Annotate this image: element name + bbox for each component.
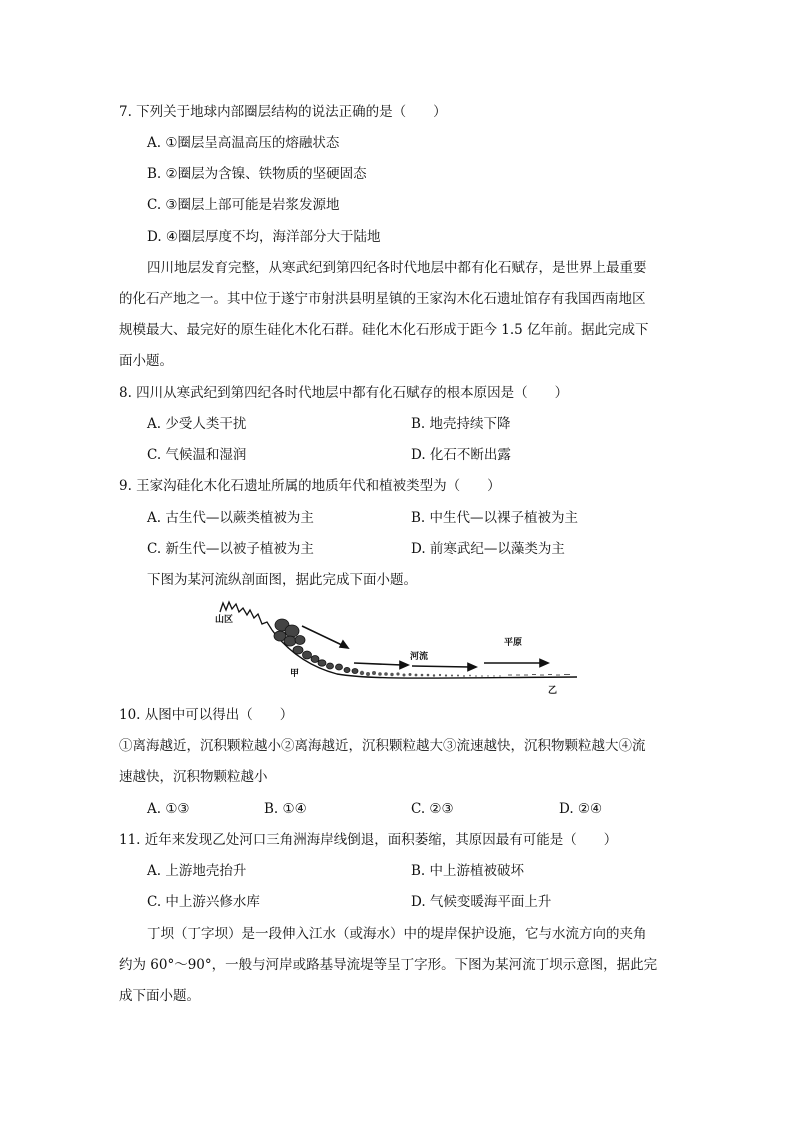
- label-mountain-area: 山区: [215, 615, 234, 625]
- question-11-option-b: B. 中上游植被破坏: [411, 863, 525, 879]
- question-9-option-c: C. 新生代—以被子植被为主: [147, 541, 314, 557]
- question-11-stem: 11. 近年来发现乙处河口三角洲海岸线倒退，面积萎缩，其原因最有可能是（ ）: [119, 832, 618, 848]
- question-8-stem: 8. 四川从寒武纪到第四纪各时代地层中都有化石赋存的根本原因是（ ）: [119, 385, 569, 401]
- question-10-option-a: A. ①③: [147, 801, 190, 817]
- question-10-stem: 10. 从图中可以得出（ ）: [119, 707, 294, 723]
- question-10-statement-line-1: ①离海越近，沉积颗粒越小②离海越近，沉积颗粒越大③流速越快，沉积物颗粒越大④流: [119, 738, 646, 754]
- label-plain: 平原: [504, 638, 523, 648]
- question-9-stem: 9. 王家沟硅化木化石遗址所属的地质年代和植被类型为（ ）: [119, 478, 501, 494]
- sediment-pebbles: [360, 671, 501, 677]
- question-11-option-a: A. 上游地壳抬升: [147, 863, 247, 879]
- question-7-stem: 7. 下列关于地球内部圈层结构的说法正确的是（ ）: [119, 104, 447, 120]
- question-7-option-c: C. ③圈层上部可能是岩浆发源地: [147, 197, 340, 213]
- question-9-option-a: A. 古生代—以蕨类植被为主: [147, 510, 314, 526]
- question-7-option-d: D. ④圈层厚度不均，海洋部分大于陆地: [147, 229, 381, 245]
- question-9-option-d: D. 前寒武纪—以藻类为主: [411, 541, 565, 557]
- river-profile-diagram: [212, 600, 584, 696]
- passage-1-line-3: 规模最大、最完好的原生硅化木化石群。硅化木化石形成于距今 1.5 亿年前。据此完成下: [119, 322, 649, 338]
- question-8-option-c: C. 气候温和湿润: [147, 447, 247, 463]
- label-jia: 甲: [290, 669, 300, 679]
- passage-1-line-2: 的化石产地之一。其中位于遂宁市射洪县明星镇的王家沟木化石遗址馆存有我国西南地区: [119, 291, 646, 307]
- question-8-option-b: B. 地壳持续下降: [411, 416, 511, 432]
- passage-3-line-3: 成下面小题。: [119, 988, 200, 1004]
- question-10-option-c: C. ②③: [411, 801, 454, 817]
- passage-3-line-1: 丁坝（丁字坝）是一段伸入江水（或海水）中的堤岸保护设施，它与水流方向的夹角: [147, 926, 647, 942]
- question-10-statement-line-2: 速越快，沉积物颗粒越小: [119, 769, 268, 785]
- passage-3-line-2: 约为 60°～90°，一般与河岸或路基导流堤等呈丁字形。下图为某河流丁坝示意图，据此完: [119, 957, 658, 973]
- label-yi: 乙: [548, 686, 558, 696]
- question-10-option-b: B. ①④: [264, 801, 307, 817]
- passage-1-line-1: 四川地层发育完整，从寒武纪到第四纪各时代地层中都有化石赋存，是世界上最重要: [147, 260, 647, 276]
- question-9-option-b: B. 中生代—以裸子植被为主: [411, 510, 579, 526]
- sediment-fine: [508, 675, 570, 676]
- question-8-option-d: D. 化石不断出露: [411, 447, 511, 463]
- passage-1-line-4: 面小题。: [119, 353, 173, 369]
- passage-2-text: 下图为某河流纵剖面图，据此完成下面小题。: [147, 572, 417, 588]
- question-7-option-b: B. ②圈层为含镍、铁物质的坚硬固态: [147, 166, 367, 182]
- question-11-option-c: C. 中上游兴修水库: [147, 894, 260, 910]
- label-river: 河流: [410, 652, 429, 662]
- question-10-option-d: D. ②④: [559, 801, 603, 817]
- question-8-option-a: A. 少受人类干扰: [147, 416, 247, 432]
- question-11-option-d: D. 气候变暖海平面上升: [411, 894, 552, 910]
- question-7-option-a: A. ①圈层呈高温高压的熔融状态: [147, 135, 340, 151]
